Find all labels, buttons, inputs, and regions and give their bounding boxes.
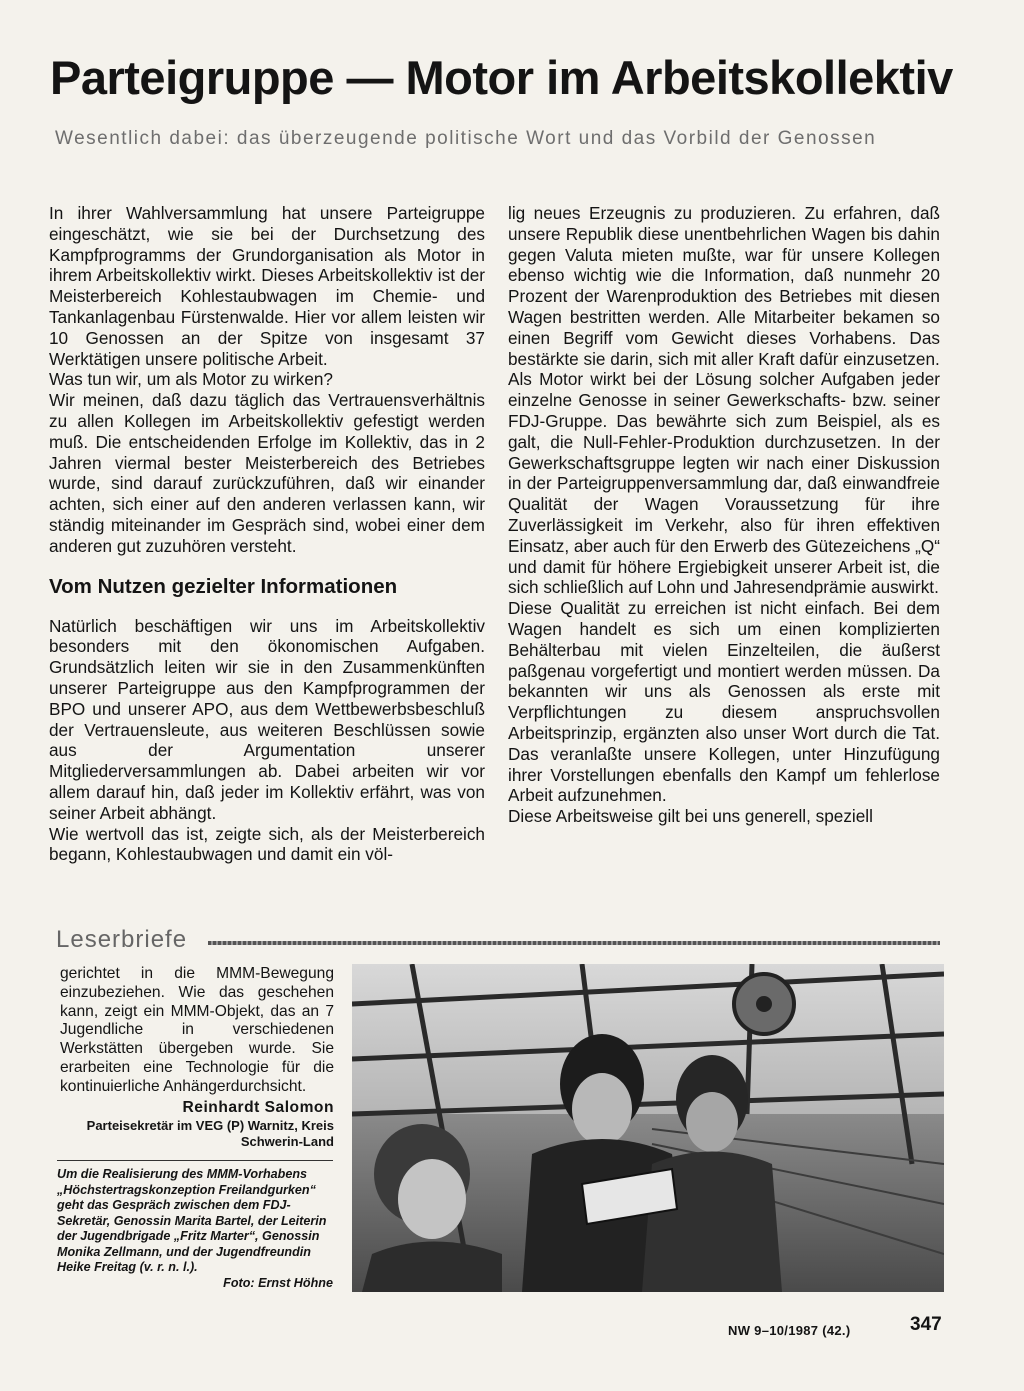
person-face xyxy=(686,1092,738,1152)
caption-text: Um die Realisierung des MMM-Vorhabens „Höchstertragskonzeption Freilandgurken“ geht das Gespräch zwischen dem FDJ-Sekretär, Genossin Marita Bartel, der Leiterin der Jugendbrigade „Fritz Marter“, Genossin Monika Zellmann, und der Jugendfreundin Heike Freitag (v. r. n. l.). xyxy=(57,1167,327,1274)
issue-reference: NW 9–10/1987 (42.) xyxy=(728,1323,851,1338)
paragraph: Natürlich beschäftigen wir uns im Arbeitskollektiv besonders mit den ökonomischen Aufgaben. Grundsätzlich leiten wir sie in den Zusammenkünften unserer Parteigruppe aus den Kampfprogrammen der BPO und unserer APO, aus dem Wettbewerbsbeschluß der Vertrauensleute, aus weiteren Beschlüssen sowie aus der Argumentation unserer Mitgliederversammlungen ab. Dabei arbeiten wir vor allem darauf hin, daß jeder im Kollektiv erfährt, was von seiner Arbeit abhängt. xyxy=(49,615,485,823)
page-title: Parteigruppe — Motor im Arbeitskollektiv xyxy=(50,51,953,104)
photo-credit: Foto: Ernst Höhne xyxy=(223,1275,333,1290)
paragraph: Diese Arbeitsweise gilt bei uns generell, speziell xyxy=(508,806,873,827)
paragraph: Was tun wir, um als Motor zu wirken? xyxy=(49,369,333,390)
paragraph: Wir meinen, daß dazu täglich das Vertrauensverhältnis zu allen Kollegen im Arbeitskollektiv gefestigt werden muß. Die entscheidenden Erfolge im Kollektiv, das in 2 Jahren viermal bester Meisterbereich des Betriebes wurde, sind darauf zurückzuführen, daß wir einander achten, sich einer auf den anderen verlassen kann, wir ständig miteinander im Gespräch sind, wobei einer dem anderen gut zuzuhören versteht. xyxy=(49,390,485,556)
section-rule xyxy=(208,941,940,945)
section-heading: Vom Nutzen gezielter Informationen xyxy=(49,574,398,598)
article-column-left xyxy=(49,203,485,865)
paragraph: lig neues Erzeugnis zu produzieren. Zu erfahren, daß unsere Republik diese unentbehrlichen Wagen bis dahin gegen Valuta mieten mußte, war für unsere Kollegen ebenso wichtig wie die Information, daß nunmehr 20 Prozent der Warenproduktion des Betriebes mit diesen Wagen bestritten werden. Alle Mitarbeiter bekamen so einen Begriff vom Gewicht dieses Vorhabens. Das bestärkte sie darin, sich mit aller Kraft dafür einzusetzen. xyxy=(508,203,940,369)
photo-greenhouse xyxy=(352,964,944,1292)
subtitle: Wesentlich dabei: das überzeugende politische Wort und das Vorbild der Genossen xyxy=(55,128,877,149)
letter-signer-role: Parteisekretär im VEG (P) Warnitz, Kreis Schwerin-Land xyxy=(86,1117,334,1149)
paragraph: In ihrer Wahlversammlung hat unsere Parteigruppe eingeschätzt, wie sie bei der Durchsetzung des Kampfprogramms der Grundorganisation als Motor in ihrem Arbeitskollektiv wirkt. Dieses Arbeitskollektiv ist der Meisterbereich Kohlestaubwagen im Chemie- und Tankanlagenbau Fürstenwalde. Hier vor allem leisten wir 10 Genossen an der Spitze von insgesamt 37 Werktätigen unsere politische Arbeit. xyxy=(49,203,485,369)
article-column-right xyxy=(508,203,940,827)
reader-letter xyxy=(60,965,334,1150)
letter-text: gerichtet in die MMM-Bewegung einzubeziehen. Wie das geschehen kann, zeigt ein MMM-Objekt, das an 7 Jugendliche in verschiedenen Werkstätten übergeben wurde. Sie erarbeiten eine Technologie für die kontinuierliche Anhängerdurchsicht. xyxy=(60,965,334,1095)
paragraph: Als Motor wirkt bei der Lösung solcher Aufgaben jeder einzelne Genosse in seiner Gewerkschafts- bzw. seiner FDJ-Gruppe. Das bewährte sich zum Beispiel, als es galt, die Null-Fehler-Produktion durchzusetzen. In der Gewerkschaftsgruppe legten wir nach einer Diskussion in der Parteigruppenversammlung dar, daß einwandfreie Qualität der Wagen Voraussetzung für ihre Zuverlässigkeit im Verkehr, also für ihren effektiven Einsatz, aber auch für den Erwerb des Gütezeichens „Q“ und damit für höhere Ergiebigkeit unserer Arbeit ist, die sich schließlich auf Lohn und Jahresendprämie auswirkt. xyxy=(508,369,940,598)
letter-signer: Reinhardt Salomon xyxy=(182,1098,334,1116)
page-number: 347 xyxy=(910,1314,942,1335)
person-face xyxy=(398,1159,466,1239)
photo-caption xyxy=(57,1160,333,1291)
section-label: Leserbriefe xyxy=(56,926,188,953)
person-face xyxy=(572,1073,632,1145)
paragraph: Diese Qualität zu erreichen ist nicht einfach. Bei dem Wagen handelt es sich um einen komplizierten Behälterbau mit vielen Einzelteilen, die äußerst paßgenau vorgefertigt und montiert werden müssen. Da bekannten wir uns als Genossen als erste mit Verpflichtungen zu diesem anspruchsvollen Arbeitsprinzip, ergänzten also unser Wort durch die Tat. Das veranlaßte unsere Kollegen, unter Hinzufügung ihrer Vorstellungen ebenfalls den Kampf um fehlerlose Arbeit aufzunehmen. xyxy=(508,598,940,806)
section-header xyxy=(56,924,940,958)
paragraph: Wie wertvoll das ist, zeigte sich, als der Meisterbereich begann, Kohlestaubwagen und damit ein völ- xyxy=(49,823,485,865)
